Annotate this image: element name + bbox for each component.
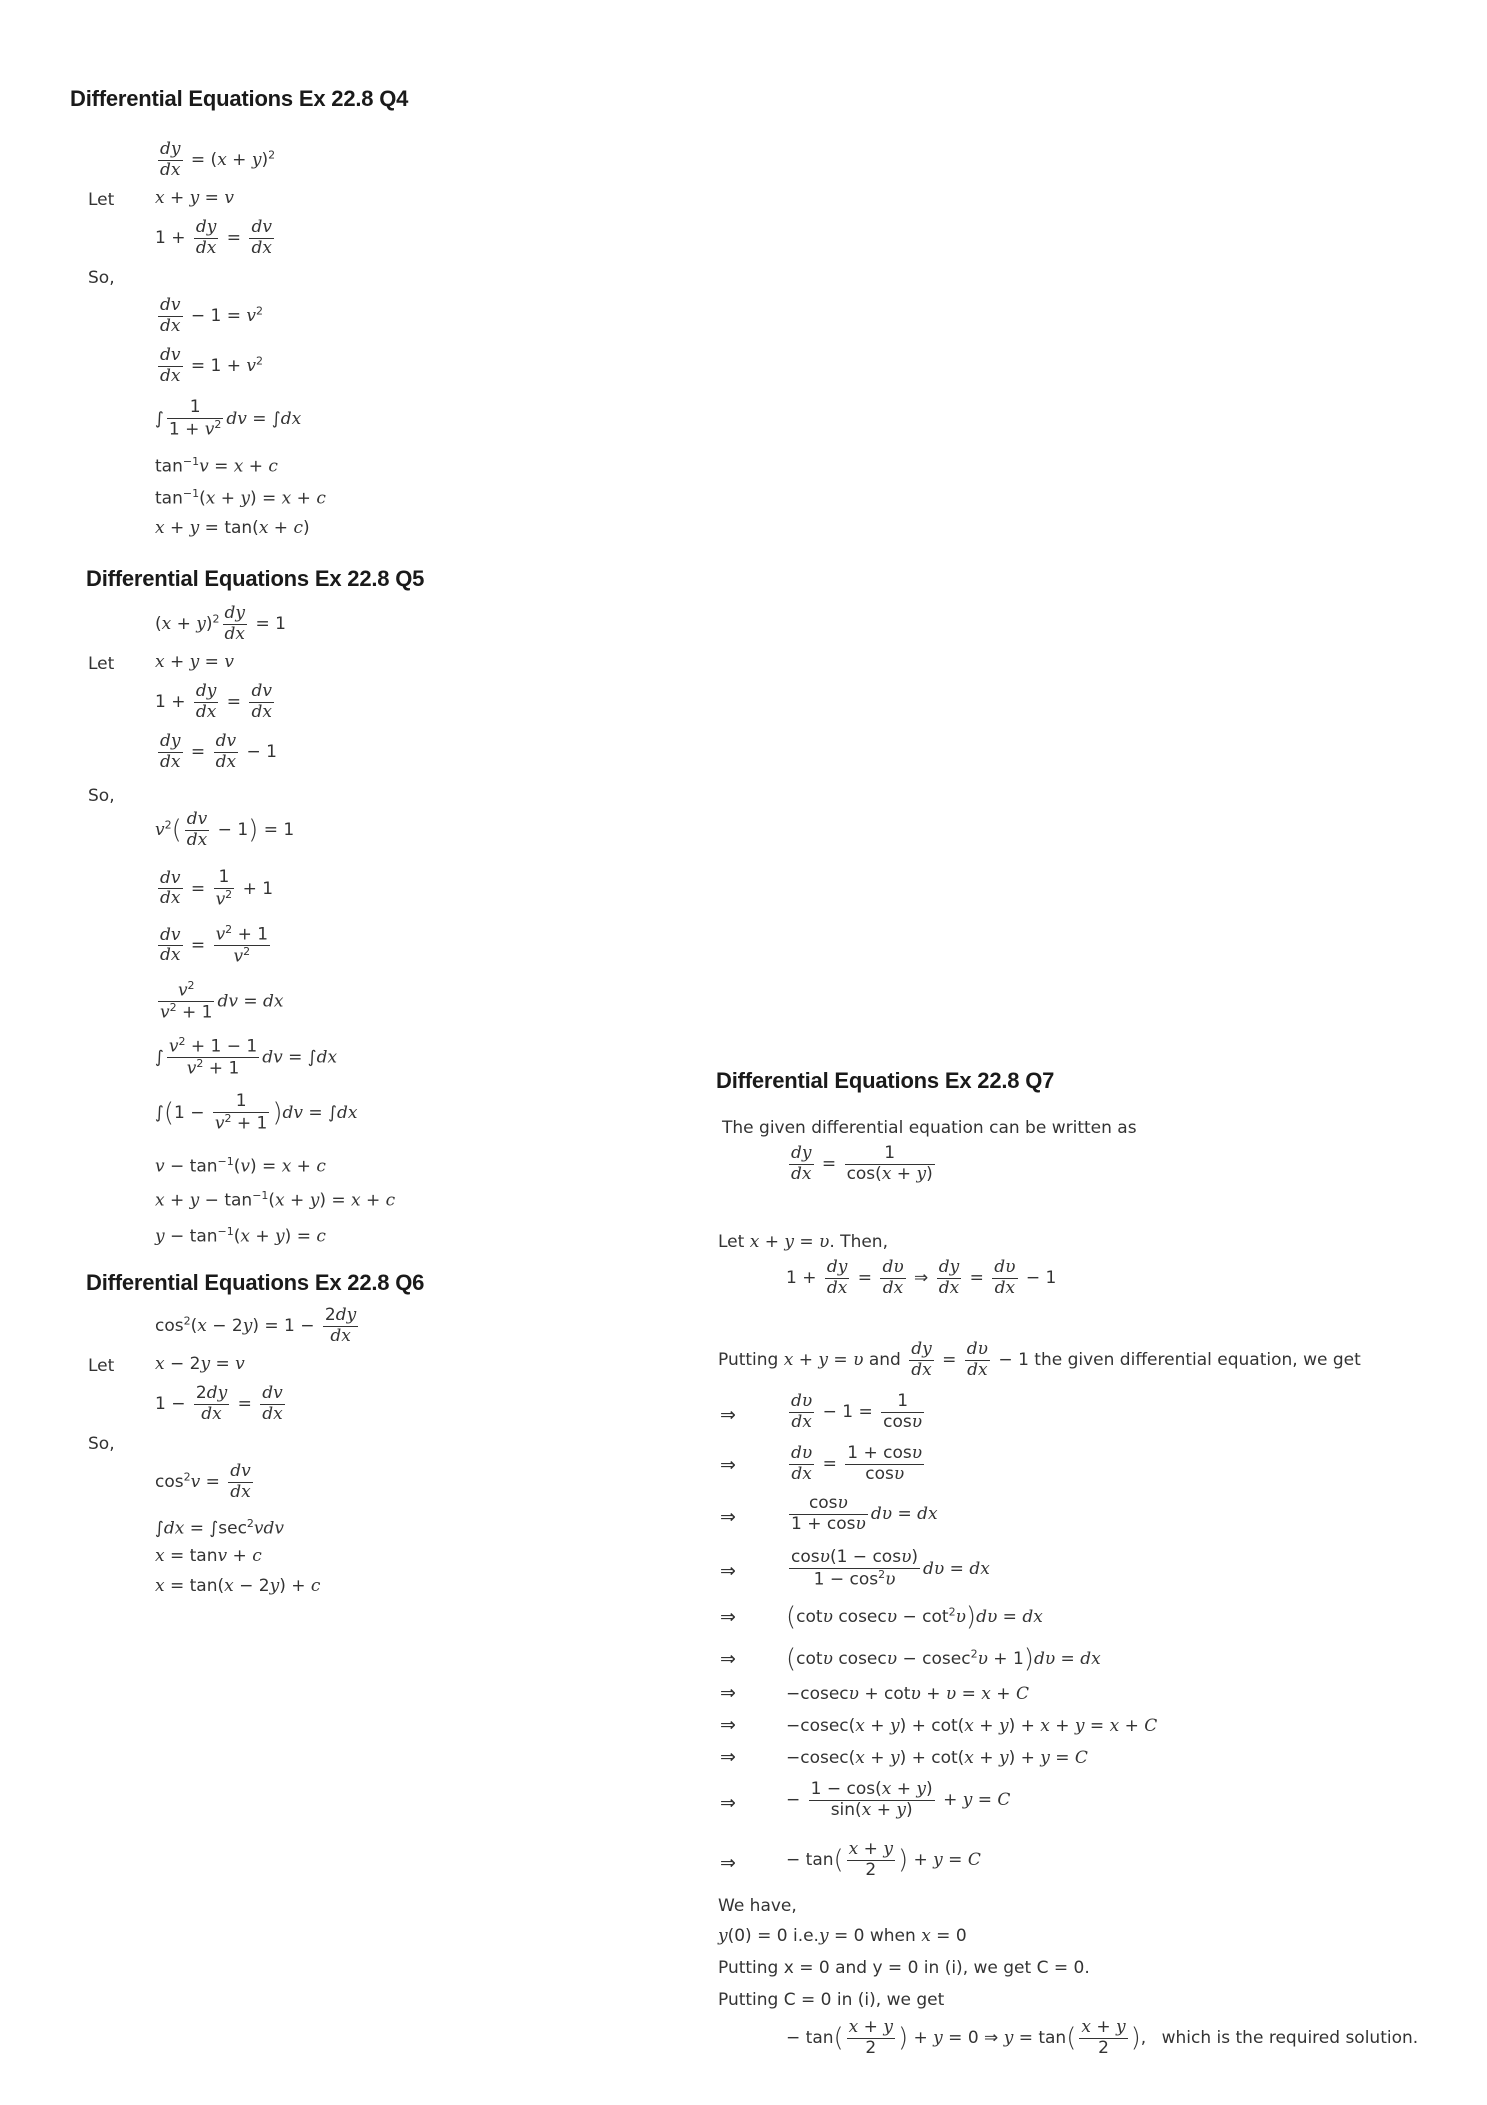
- q7-step1: $\frac{d\upsilon}{dx}$ − 1 = $\frac{1}{\cos\upsilon}$: [791, 1391, 923, 1432]
- q7-arrow-1: ⇒: [720, 1404, 736, 1426]
- q7-arrow-5: ⇒: [720, 1606, 736, 1628]
- q5-eq3: 1 + $\frac{dy}{dx}$ = $\frac{dv}{dx}$: [155, 681, 272, 722]
- q7-final-suffix: which is the required solution.: [1161, 2028, 1419, 2049]
- q4-eq4: $\frac{dv}{dx}$ − $1 = v^2$: [160, 295, 264, 336]
- q7-when: when: [869, 1926, 916, 1946]
- q4-eq6: ∫ $\frac{1}{1 + v^2}$ dv = ∫dx: [155, 397, 302, 440]
- q7-intro: The given differential equation can be written as: [722, 1118, 1137, 1138]
- q7-arrow-4: ⇒: [720, 1560, 736, 1582]
- q7-put-c-zero: Putting C = 0 in (i), we get: [718, 1990, 945, 2010]
- q7-step7: −cosecυ + cotυ + υ = x + C: [786, 1684, 1029, 1704]
- q6-so-label: So,: [88, 1434, 115, 1454]
- q7-step2: $\frac{d\upsilon}{dx}$ = $\frac{1 + \cos\upsilon}{\cos\upsilon}$: [791, 1443, 923, 1484]
- q5-eq6: $\frac{dv}{dx}$ = $\frac{1}{v^2}$ + 1: [160, 867, 274, 910]
- q4-so-label: So,: [88, 268, 115, 288]
- q7-arrow-9: ⇒: [720, 1746, 736, 1768]
- q6-title: Differential Equations Ex 22.8 Q6: [86, 1270, 425, 1295]
- q7-step9: −cosec(x + y) + cot(x + y) + y = C: [786, 1748, 1088, 1768]
- q7-condition-line: y(0) = 0 i.e.y = 0 when x = 0: [718, 1926, 967, 1946]
- q7-putting-line: Putting x + y = υ and $\frac{dy}{dx}$ = $\frac{d\upsilon}{dx}$ − 1 the given differential equation, we get: [718, 1339, 1361, 1380]
- q6-eq1: $\cos^2(x - 2y) = 1$ − $\frac{2dy}{dx}$: [155, 1305, 357, 1346]
- q5-eq10: ∫(1 − $\frac{1}{v^2 + 1}$ )dv = ∫dx: [155, 1091, 358, 1134]
- q4-eq8: $\tan^{-1}(x + y) = x + c$: [155, 487, 326, 509]
- q4-eq5: $\frac{dv}{dx}$ = $1 + v^2$: [160, 345, 264, 386]
- q5-eq4: $\frac{dy}{dx}$ = $\frac{dv}{dx}$ − 1: [160, 731, 277, 772]
- q7-step5: (cotυ $cosec\upsilon - \cot^2\upsilon)d\upsilon$ = dx: [786, 1602, 1043, 1632]
- q7-putting-suffix: the given differential equation, we get: [1034, 1350, 1361, 1371]
- q7-step3: $\frac{\cos\upsilon}{1 + \cos\upsilon}$ dυ = dx: [791, 1493, 938, 1534]
- q6-eq3: 1 − $\frac{2dy}{dx}$ = $\frac{dv}{dx}$: [155, 1383, 283, 1424]
- q5-title: Differential Equations Ex 22.8 Q5: [86, 566, 425, 591]
- q7-let-line: Let x + y = υ. Then,: [718, 1232, 888, 1252]
- q7-we-have: We have,: [718, 1896, 797, 1916]
- q6-let-label: Let: [88, 1356, 115, 1376]
- q7-final: − tan( $\frac{x + y}{2}$ ) + y = 0 ⇒ y = tan( $\frac{x + y}{2}$ ), which is the required solution.: [786, 2017, 1419, 2058]
- q4-let-label: Let: [88, 190, 115, 210]
- q5-eq8: $\frac{v^2}{v^2 + 1}$ dv = dx: [160, 979, 284, 1023]
- q7-arrow-10: ⇒: [720, 1792, 736, 1814]
- q7-eq2: 1 + $\frac{dy}{dx}$ = $\frac{d\upsilon}{dx}$ ⇒ $\frac{dy}{dx}$ = $\frac{d\upsilon}{dx}$ − 1: [786, 1257, 1057, 1298]
- q6-eq5: $\int dx = \int\sec^2vdv$: [155, 1517, 285, 1539]
- q7-arrow-6: ⇒: [720, 1648, 736, 1670]
- q7-arrow-2: ⇒: [720, 1454, 736, 1476]
- q7-let-word: Let: [718, 1232, 745, 1252]
- q4-eq2: x + y = v: [155, 188, 234, 208]
- q7-putting-prefix: Putting: [718, 1350, 779, 1371]
- q5-eq12: $x + y - \tan^{-1}(x + y) = x + c$: [155, 1189, 396, 1211]
- q5-eq2: x + y = v: [155, 652, 234, 672]
- q6-eq7: x = tan(x − 2y) + c: [155, 1576, 321, 1596]
- q5-so-label: So,: [88, 786, 115, 806]
- q5-eq5: $v^2$( $\frac{dv}{dx}$ − 1) = 1: [155, 809, 295, 850]
- q7-arrow-8: ⇒: [720, 1714, 736, 1736]
- q6-eq6: x = tanv + c: [155, 1546, 262, 1566]
- q7-arrow-11: ⇒: [720, 1852, 736, 1874]
- q7-put-xy-zero: Putting x = 0 and y = 0 in (i), we get C = 0.: [718, 1958, 1090, 1978]
- q4-eq1: $\frac{dy}{dx}$ = $(x + y)^2$: [160, 139, 276, 180]
- q5-eq9: ∫ $\frac{v^2 + 1 - 1}{v^2 + 1}$ dv = ∫dx: [155, 1035, 338, 1079]
- q7-arrow-3: ⇒: [720, 1506, 736, 1528]
- q7-ie: i.e.: [792, 1926, 819, 1946]
- q7-arrow-7: ⇒: [720, 1682, 736, 1704]
- q5-eq11: $v - \tan^{-1}(v) = x + c$: [155, 1155, 326, 1177]
- q4-eq7: $\tan^{-1}v = x + c$: [155, 455, 278, 477]
- q5-eq7: $\frac{dv}{dx}$ = $\frac{v^2 + 1}{v^2}$: [160, 923, 269, 967]
- q7-step10: − $\frac{1 - \cos(x + y)}{\sin(x + y)}$ + y = C: [786, 1779, 1011, 1820]
- q7-title: Differential Equations Ex 22.8 Q7: [716, 1068, 1055, 1093]
- q6-eq4: $\cos^2v$ = $\frac{dv}{dx}$: [155, 1461, 251, 1502]
- q5-eq13: $y - \tan^{-1}(x + y) = c$: [155, 1225, 326, 1247]
- q5-eq1: $(x + y)^2$ $\frac{dy}{dx}$ = 1: [155, 603, 286, 644]
- q7-step4: $\frac{\cos\upsilon(1 - \cos\upsilon)}{1 - \cos^2\upsilon}$ dυ = dx: [791, 1547, 990, 1590]
- q4-title: Differential Equations Ex 22.8 Q4: [70, 86, 409, 111]
- q7-eq1: $\frac{dy}{dx}$ = $\frac{1}{\cos(x + y)}$: [791, 1143, 933, 1184]
- q6-eq2: x − 2y = v: [155, 1354, 245, 1374]
- q7-step11: − tan( $\frac{x + y}{2}$ ) + y = C: [786, 1839, 981, 1880]
- q7-step6: (cotυ cosecυ − cosec$^2$υ + 1)dυ = dx: [786, 1644, 1101, 1674]
- q4-eq9: x + y = tan(x + c): [155, 518, 310, 538]
- q4-eq3: 1 + $\frac{dy}{dx}$ = $\frac{dv}{dx}$: [155, 217, 272, 258]
- q7-step8: −cosec(x + y) + cot(x + y) + x + y = x + C: [786, 1716, 1158, 1736]
- q5-let-label: Let: [88, 654, 115, 674]
